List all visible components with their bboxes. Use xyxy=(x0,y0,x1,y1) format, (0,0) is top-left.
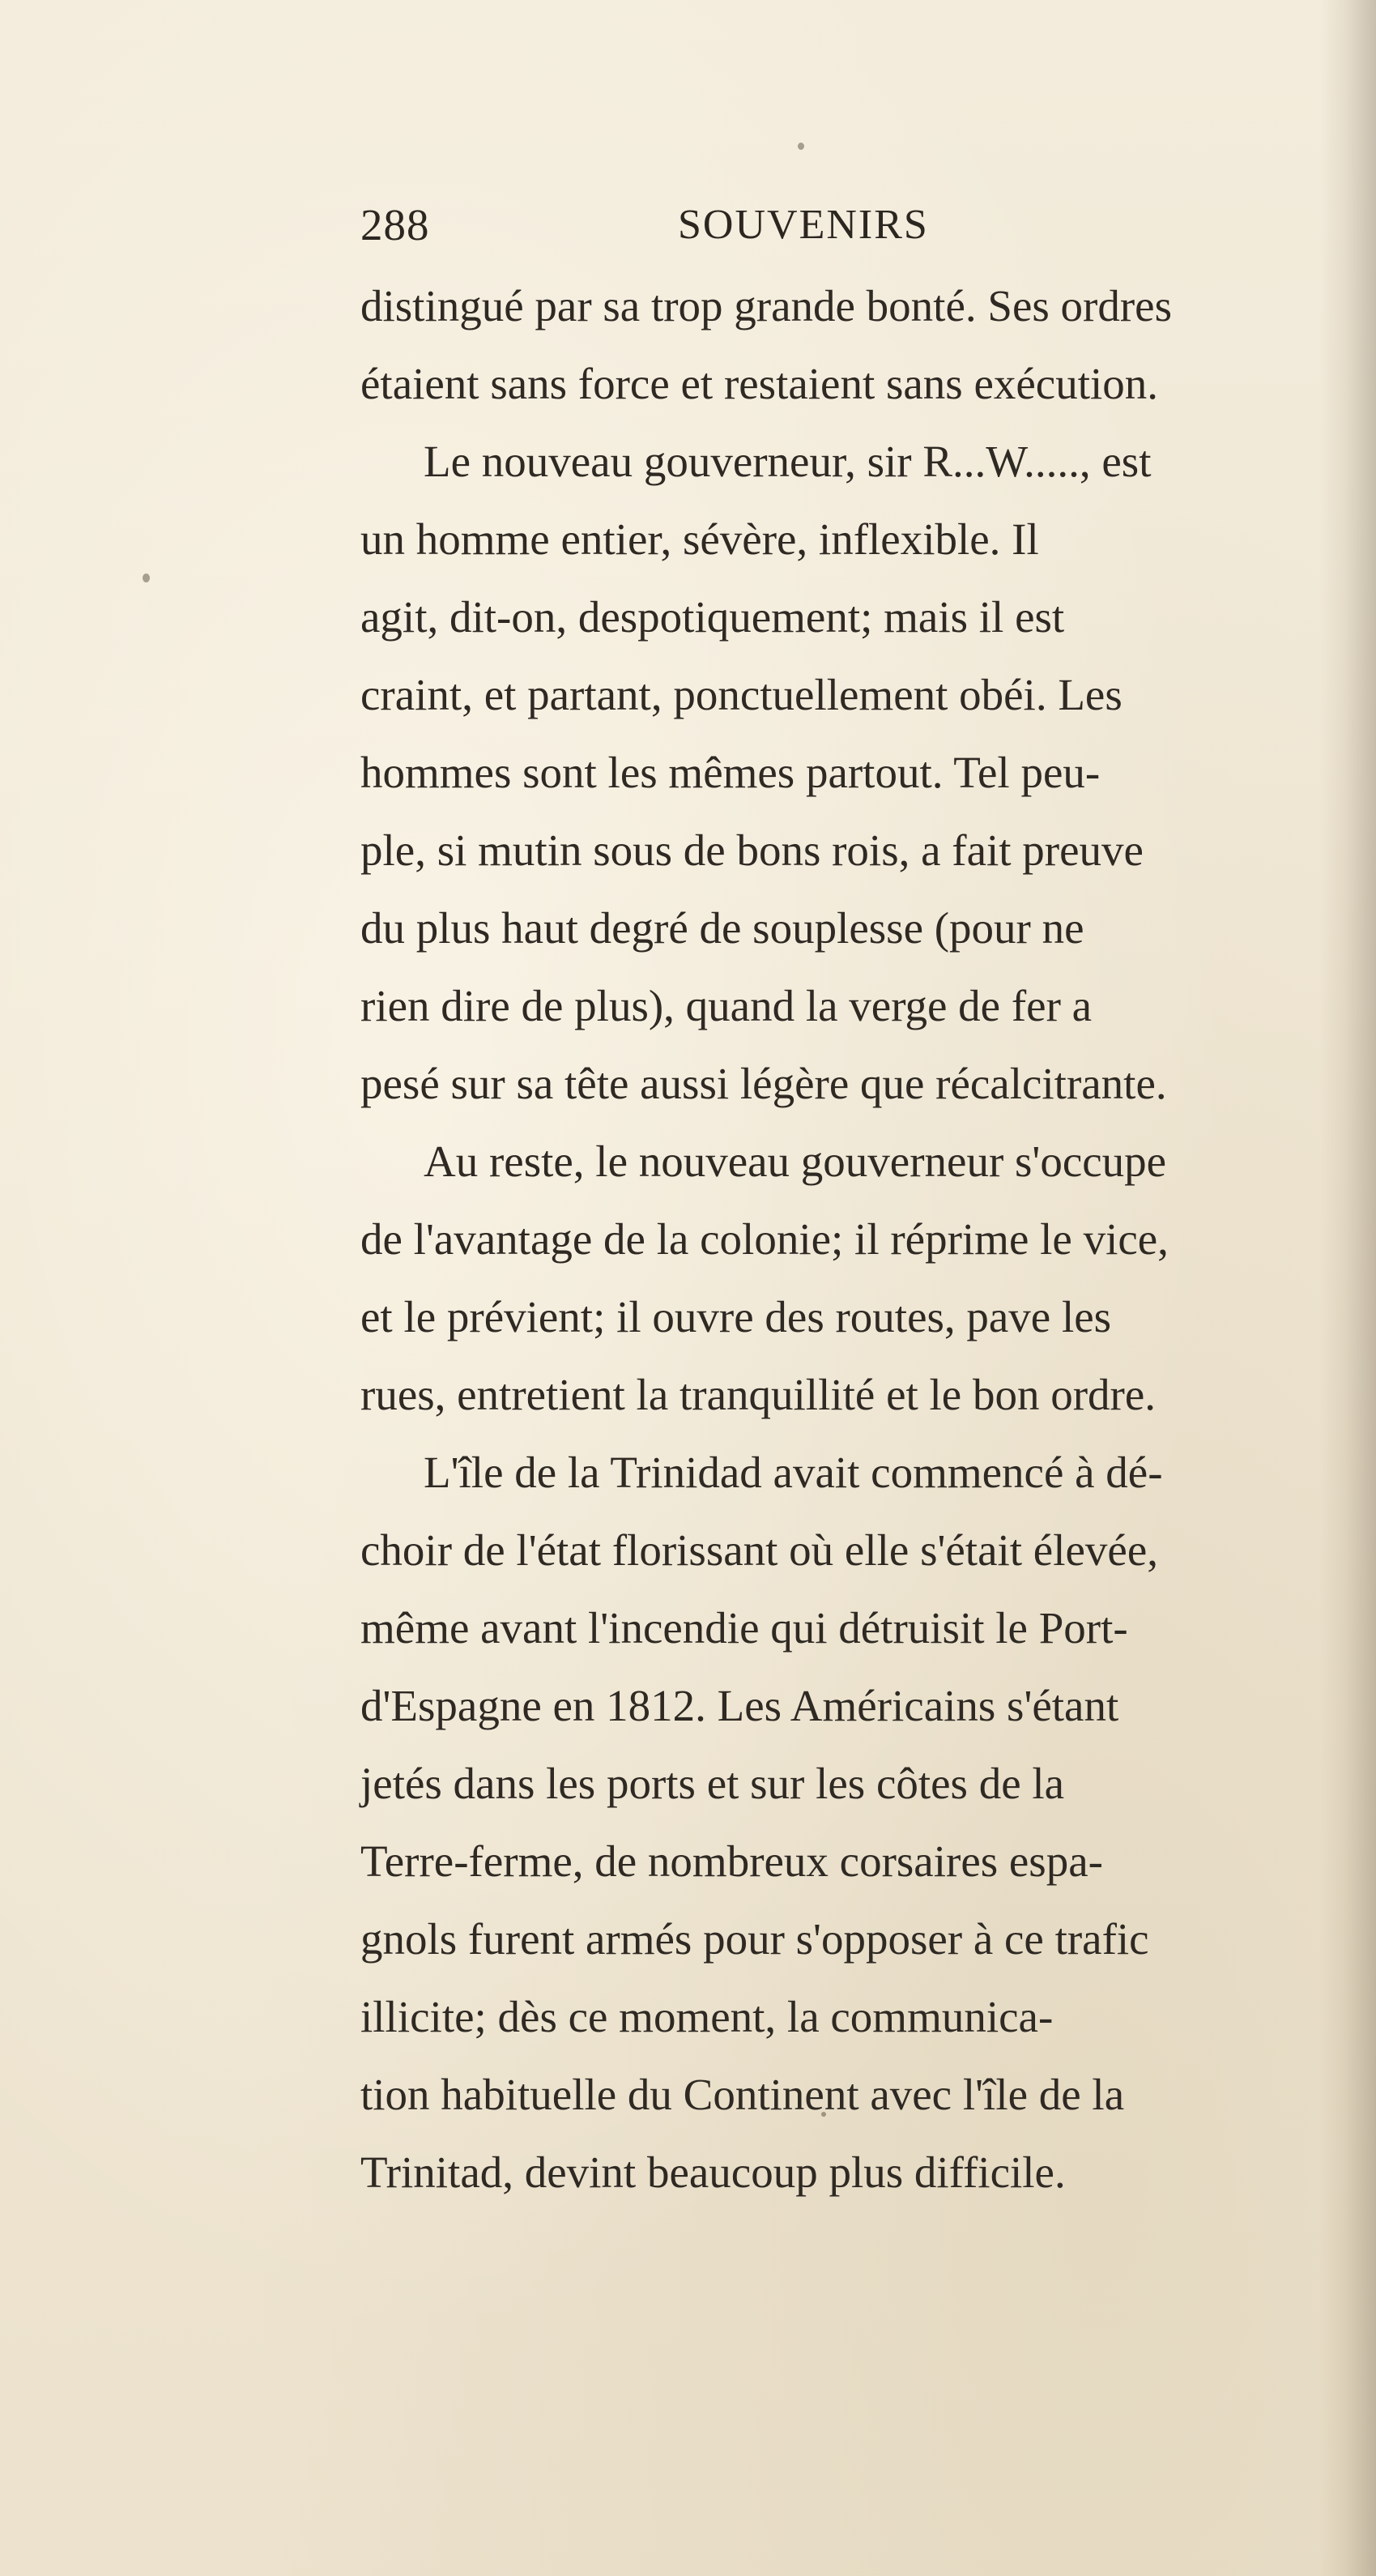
text-line: du plus haut degré de souplesse (pour ne xyxy=(360,903,1084,953)
text-line: pesé sur sa tête aussi légère que récalcitrante. xyxy=(360,1059,1167,1108)
text-line: même avant l'incendie qui détruisit le Port- xyxy=(360,1603,1128,1653)
text-line: Le nouveau gouverneur, sir R...W....., est xyxy=(424,437,1152,486)
text-line: gnols furent armés pour s'opposer à ce trafic xyxy=(360,1914,1149,1964)
text-line: et le prévient; il ouvre des routes, pave les xyxy=(360,1292,1112,1341)
text-line: rien dire de plus), quand la verge de fer a xyxy=(360,981,1093,1030)
text-line: étaient sans force et restaient sans exécution. xyxy=(360,359,1159,408)
text-line: Terre-ferme, de nombreux corsaires espa- xyxy=(360,1836,1103,1886)
text-line: rues, entretient la tranquillité et le bon ordre. xyxy=(360,1370,1156,1419)
text-line: de l'avantage de la colonie; il réprime le vice, xyxy=(360,1214,1169,1264)
page-header xyxy=(360,193,1057,258)
text-line: tion habituelle du Continent avec l'île de la xyxy=(360,2070,1125,2119)
text-line: choir de l'état florissant où elle s'était élevée, xyxy=(360,1525,1158,1575)
text-line: hommes sont les mêmes partout. Tel peu- xyxy=(360,748,1101,797)
text-line: agit, dit-on, despotiquement; mais il est xyxy=(360,592,1065,642)
text-line: d'Espagne en 1812. Les Américains s'étant xyxy=(360,1681,1119,1730)
text-line: L'île de la Trinidad avait commencé à dé- xyxy=(424,1448,1163,1497)
text-line: un homme entier, sévère, inflexible. Il xyxy=(360,514,1039,564)
paper-speck xyxy=(143,574,150,582)
text-line: illicite; dès ce moment, la communica- xyxy=(360,1992,1054,2041)
paper-speck xyxy=(798,143,804,150)
text-line: ple, si mutin sous de bons rois, a fait preuve xyxy=(360,825,1144,875)
running-head: SOUVENIRS xyxy=(678,202,929,248)
body-text xyxy=(360,267,1332,2211)
text-line: distingué par sa trop grande bonté. Ses ordres xyxy=(360,281,1172,331)
page-number: 288 xyxy=(360,200,430,249)
text-line: craint, et partant, ponctuellement obéi. Les xyxy=(360,670,1123,719)
text-line: Trinitad, devint beaucoup plus difficile. xyxy=(360,2147,1066,2197)
text-line: Au reste, le nouveau gouverneur s'occupe xyxy=(424,1137,1167,1186)
text-line: jetés dans les ports et sur les côtes de la xyxy=(360,1759,1065,1808)
